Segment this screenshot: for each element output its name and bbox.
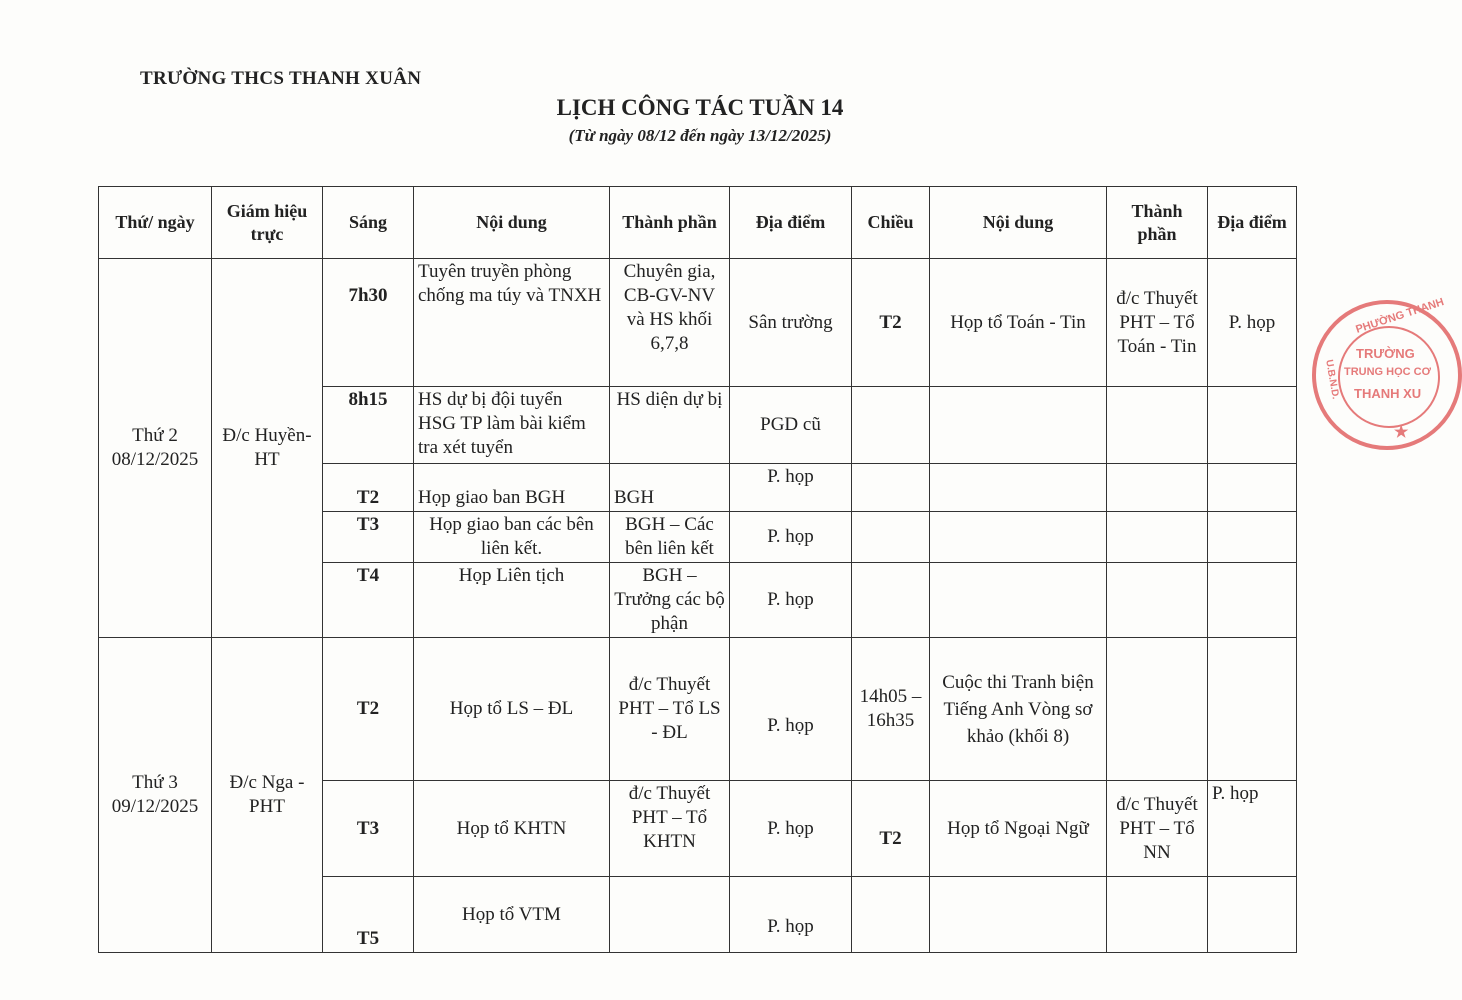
document-title: LỊCH CÔNG TÁC TUẦN 14 <box>556 95 844 120</box>
place-cell: P. họp <box>730 781 852 877</box>
members-cell: BGH – Trưởng các bộ phận <box>610 563 730 638</box>
stamp-line2: TRUNG HỌC CƠ <box>1344 366 1431 378</box>
members-cell: BGH <box>610 464 730 512</box>
pm-members-cell: đ/c Thuyết PHT – Tổ Toán - Tin <box>1107 259 1208 387</box>
schedule-table <box>98 186 1297 953</box>
header-content-pm: Nội dung <box>930 187 1107 259</box>
content-cell: Họp giao ban BGH <box>414 464 610 512</box>
members-cell: HS diện dự bị <box>610 387 730 464</box>
stamp-line1: TRƯỜNG <box>1356 346 1415 361</box>
content-cell: Họp tổ KHTN <box>414 781 610 877</box>
place-cell: P. họp <box>730 563 852 638</box>
time-cell: T5 <box>323 877 414 953</box>
table-row <box>99 638 1297 781</box>
members-cell: BGH – Các bên liên kết <box>610 512 730 563</box>
pm-place-cell: P. họp <box>1208 781 1297 877</box>
place-cell: P. họp <box>730 877 852 953</box>
place-cell: P. họp <box>730 464 852 512</box>
duty-cell: Đ/c Nga - PHT <box>212 638 323 953</box>
header-content-am: Nội dung <box>414 187 610 259</box>
duty-cell: Đ/c Huyền- HT <box>212 259 323 638</box>
content-cell: Họp tổ VTM <box>414 877 610 953</box>
content-cell: Họp Liên tịch <box>414 563 610 638</box>
content-cell: HS dự bị đội tuyển HSG TP làm bài kiểm tra xét tuyển <box>414 387 610 464</box>
stamp-left-text: U.B.N.D. <box>1323 358 1341 401</box>
table-row <box>99 259 1297 387</box>
time-cell: 7h30 <box>323 259 414 387</box>
header-place-pm: Địa điểm <box>1208 187 1297 259</box>
members-cell: Chuyên gia, CB-GV-NV và HS khối 6,7,8 <box>610 259 730 387</box>
members-cell: đ/c Thuyết PHT – Tổ KHTN <box>610 781 730 877</box>
pm-time-cell: T2 <box>852 259 930 387</box>
members-cell: đ/c Thuyết PHT – Tổ LS - ĐL <box>610 638 730 781</box>
content-cell: Họp giao ban các bên liên kết. <box>414 512 610 563</box>
stamp-line3: THANH XU <box>1354 386 1422 401</box>
header-members-am: Thành phần <box>610 187 730 259</box>
time-cell: 8h15 <box>323 387 414 464</box>
document-subtitle: (Từ ngày 08/12 đến ngày 13/12/2025) <box>568 126 832 145</box>
time-cell: T3 <box>323 781 414 877</box>
header-members-pm: Thành phần <box>1107 187 1208 259</box>
header-row <box>99 187 1297 259</box>
pm-content-cell: Cuộc thi Tranh biện Tiếng Anh Vòng sơ khảo (khối 8) <box>930 638 1107 781</box>
time-cell: T3 <box>323 512 414 563</box>
day-cell: Thứ 3 09/12/2025 <box>99 638 212 953</box>
pm-content-cell: Họp tổ Ngoại Ngữ <box>930 781 1107 877</box>
pm-time-cell: T2 <box>852 781 930 877</box>
header-duty: Giám hiệu trực <box>212 187 323 259</box>
header-place-am: Địa điểm <box>730 187 852 259</box>
time-cell: T2 <box>323 464 414 512</box>
pm-place-cell: P. họp <box>1208 259 1297 387</box>
header-day: Thứ/ ngày <box>99 187 212 259</box>
place-cell: P. họp <box>730 512 852 563</box>
pm-content-cell: Họp tổ Toán - Tin <box>930 259 1107 387</box>
content-cell: Họp tổ LS – ĐL <box>414 638 610 781</box>
time-cell: T4 <box>323 563 414 638</box>
pm-time-cell: 14h05 – 16h35 <box>852 638 930 781</box>
time-cell: T2 <box>323 638 414 781</box>
header-morning: Sáng <box>323 187 414 259</box>
day-cell: Thứ 2 08/12/2025 <box>99 259 212 638</box>
content-cell: Tuyên truyền phòng chống ma túy và TNXH <box>414 259 610 387</box>
stamp-top-text: PHƯỜNG THANH <box>1354 296 1446 336</box>
place-cell: PGD cũ <box>730 387 852 464</box>
school-stamp <box>1312 296 1462 450</box>
stamp-star-icon: ★ <box>1394 424 1409 441</box>
header-afternoon: Chiều <box>852 187 930 259</box>
pm-members-cell: đ/c Thuyết PHT – Tổ NN <box>1107 781 1208 877</box>
place-cell: P. họp <box>730 638 852 781</box>
school-name: TRƯỜNG THCS THANH XUÂN <box>140 68 422 89</box>
place-cell: Sân trường <box>730 259 852 387</box>
